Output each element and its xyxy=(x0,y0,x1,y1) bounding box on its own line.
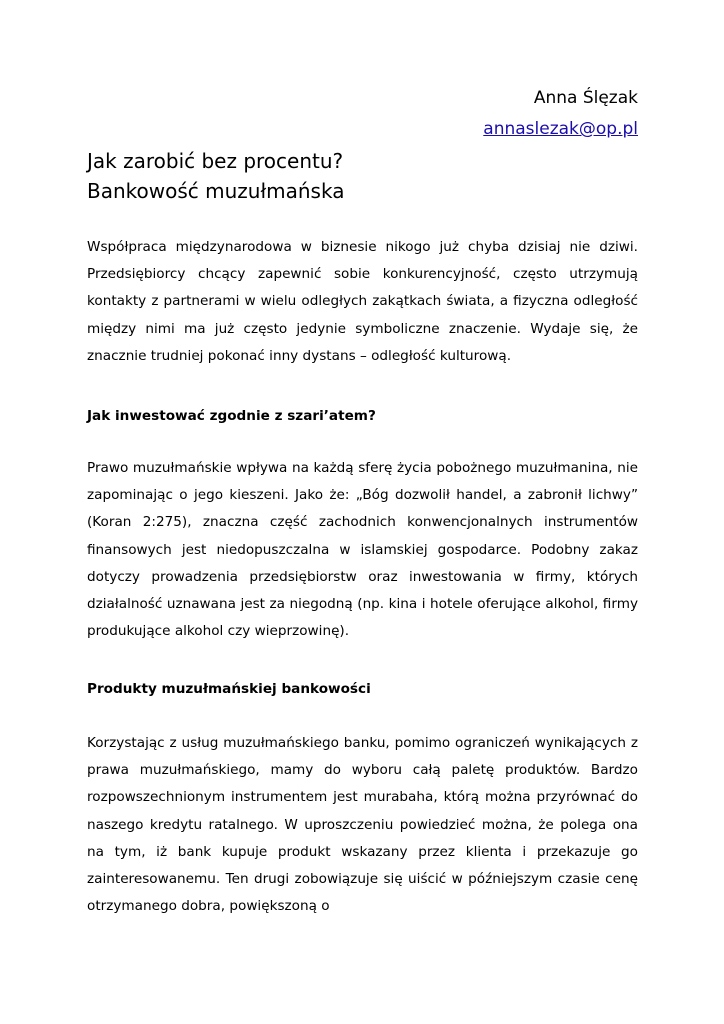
sharia-paragraph: Prawo muzułmańskie wpływa na każdą sferę życia pobożnego muzułmanina, nie zapominając o jego kieszeni. Jako że: „Bóg dozwolił handel, a zabronił lichwy” (Koran 2:275), znaczna część zachodnich konwencjonalnych instrumentów finansowych jest niedopuszczalna w islamskiej gospodarce. Podobny zakaz dotyczy prowadzenia przedsiębiorstw oraz inwestowania w firmy, których działalność uznawana jest za niegodną (np. kina i hotele oferujące alkohol, firmy produkujące alkohol czy wieprzowinę). xyxy=(87,460,638,640)
title-line-1: Jak zarobić bez procentu? xyxy=(87,149,344,173)
products-paragraph: Korzystając z usług muzułmańskiego banku, pomimo ograniczeń wynikających z prawa muzułmańskiego, mamy do wyboru całą paletę produktów. Bardzo rozpowszechnionym instrumentem jest murabaha, którą można przyrównać do naszego kredytu ratalnego. W uproszczeniu powiedzieć można, że polega ona na tym, iż bank kupuje produkt wskazany przez klienta i przekazuje go zainteresowanemu. Ten drugi zobowiązuje się uiścić w późniejszym czasie cenę otrzymanego dobra, powiększoną o xyxy=(87,735,638,915)
document-title xyxy=(87,146,344,206)
author-email-link[interactable]: annaslezak@op.pl xyxy=(483,119,638,139)
title-line-2: Bankowość muzułmańska xyxy=(87,179,345,203)
section-heading-sharia: Jak inwestować zgodnie z szari’atem? xyxy=(87,408,376,424)
section-heading-products: Produkty muzułmańskiej bankowości xyxy=(87,681,371,697)
author-name: Anna Ślęzak xyxy=(533,88,638,108)
intro-paragraph: Współpraca międzynarodowa w biznesie nikogo już chyba dzisiaj nie dziwi. Przedsiębiorcy chcący zapewnić sobie konkurencyjność, często utrzymują kontakty z partnerami w wielu odległych zakątkach świata, a fizyczna odległość między nimi ma już często jedynie symboliczne znaczenie. Wydaje się, że znacznie trudniej pokonać inny dystans – odległość kulturową. xyxy=(87,239,638,364)
